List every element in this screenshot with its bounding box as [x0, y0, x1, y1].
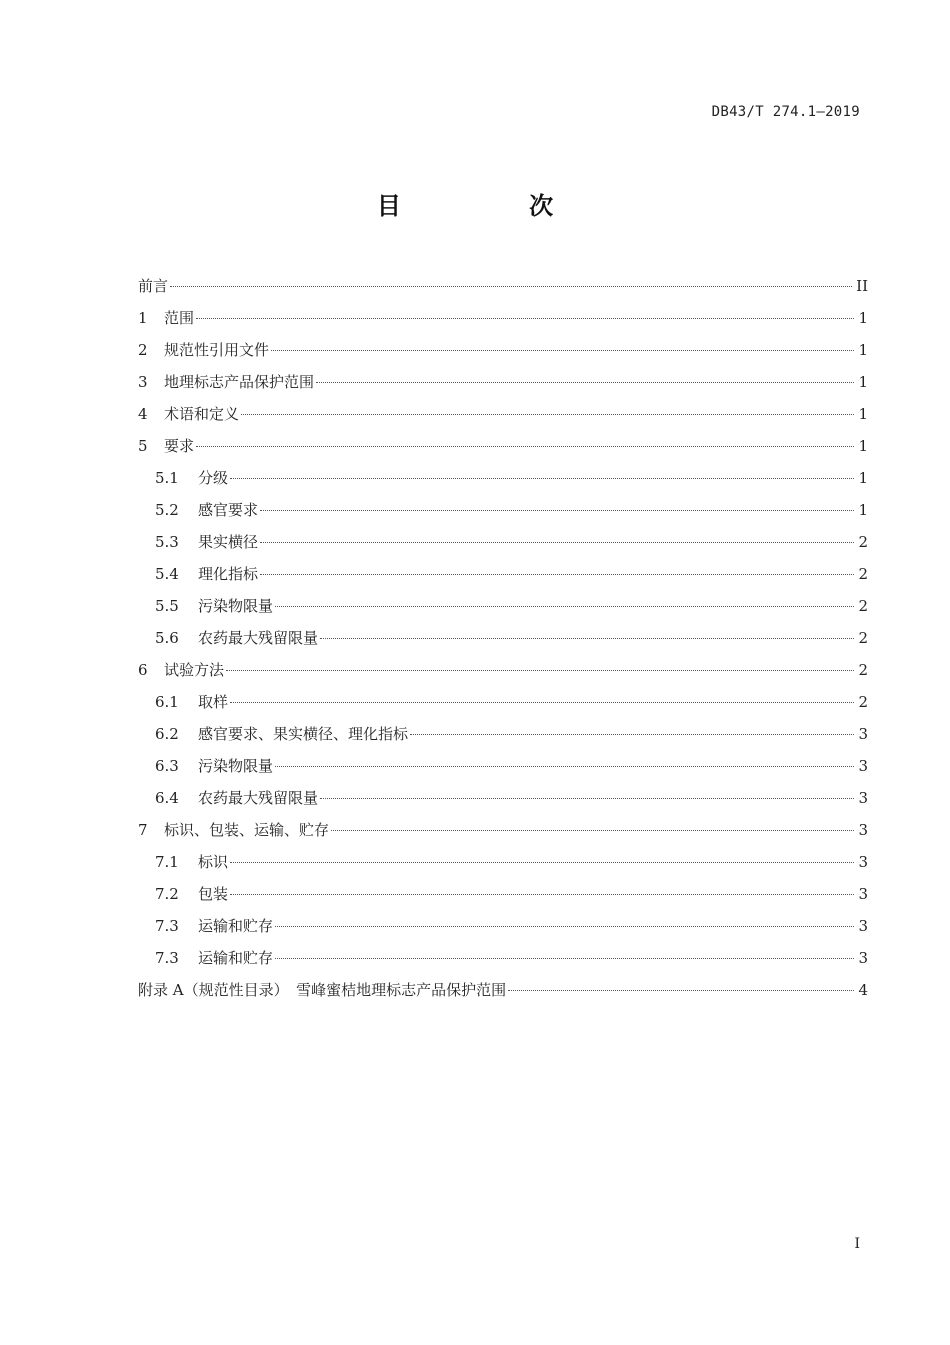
toc-entry-title: 农药最大残留限量 — [198, 629, 319, 647]
toc-leader-dots — [226, 670, 854, 671]
toc-entry-number: 6 — [138, 661, 148, 679]
toc-entry-title: 术语和定义 — [164, 405, 240, 423]
toc-entry-number: 7.2 — [155, 885, 179, 903]
toc-entry-title: 污染物限量 — [198, 757, 274, 775]
toc-entry-number: 5.4 — [155, 565, 179, 583]
toc-entry-title: 要求 — [164, 437, 195, 455]
toc-entry-number: 5.3 — [155, 533, 179, 551]
toc-entry-number: 1 — [138, 309, 148, 327]
toc-leader-dots — [275, 958, 854, 959]
toc-entry-number: 5.5 — [155, 597, 179, 615]
toc-entry-page: 3 — [858, 885, 868, 903]
toc-entry-title: 果实横径 — [198, 533, 259, 551]
toc-leader-dots — [508, 990, 854, 991]
toc-entry-page: 2 — [858, 661, 868, 679]
toc-entry[interactable] — [138, 974, 868, 1006]
toc-entry-title: 规范性引用文件 — [164, 341, 270, 359]
toc-entry[interactable] — [138, 718, 868, 750]
toc-entry-page: 1 — [858, 469, 868, 487]
toc-entry-number: 4 — [138, 405, 148, 423]
toc-leader-dots — [260, 574, 854, 575]
toc-entry-title: 试验方法 — [164, 661, 225, 679]
toc-entry-page: 3 — [858, 949, 868, 967]
toc-entry-number: 6.3 — [155, 757, 179, 775]
toc-entry[interactable] — [138, 270, 868, 302]
toc-entry-page: II — [856, 277, 868, 295]
toc-entry-number: 7.3 — [155, 917, 179, 935]
toc-leader-dots — [260, 510, 854, 511]
toc-entry-page: 2 — [858, 693, 868, 711]
toc-entry[interactable] — [138, 910, 868, 942]
toc-entry-number: 7.1 — [155, 853, 179, 871]
toc-entry-number: 6.4 — [155, 789, 179, 807]
standard-code: DB43/T 274.1—2019 — [711, 104, 860, 120]
toc-entry-title: 分级 — [198, 469, 229, 487]
toc-entry-page: 4 — [858, 981, 868, 999]
toc-entry-number: 2 — [138, 341, 148, 359]
page-title: 目 次 — [376, 192, 614, 220]
toc-leader-dots — [260, 542, 854, 543]
toc-entry-page: 1 — [858, 373, 868, 391]
toc-entry-title: 标识 — [198, 853, 229, 871]
toc-entry-title: 取样 — [198, 693, 229, 711]
toc-leader-dots — [230, 862, 854, 863]
toc-entry-number: 5.2 — [155, 501, 179, 519]
toc-entry-page: 1 — [858, 341, 868, 359]
toc-leader-dots — [331, 830, 854, 831]
toc-leader-dots — [275, 606, 854, 607]
toc-entry-page: 2 — [858, 597, 868, 615]
toc-entry-page: 1 — [858, 405, 868, 423]
toc-entry[interactable] — [138, 942, 868, 974]
toc-entry[interactable] — [138, 366, 868, 398]
toc-entry-page: 1 — [858, 501, 868, 519]
toc-leader-dots — [196, 318, 854, 319]
toc-leader-dots — [320, 798, 854, 799]
toc-entry[interactable] — [138, 334, 868, 366]
toc-entry[interactable] — [138, 750, 868, 782]
toc-entry[interactable] — [138, 590, 868, 622]
toc-entry-page: 3 — [858, 757, 868, 775]
toc-leader-dots — [410, 734, 854, 735]
toc-entry-title: 农药最大残留限量 — [198, 789, 319, 807]
table-of-contents — [138, 270, 868, 1006]
toc-entry-number: 7.3 — [155, 949, 179, 967]
toc-leader-dots — [241, 414, 854, 415]
toc-entry[interactable] — [138, 526, 868, 558]
toc-leader-dots — [320, 638, 854, 639]
toc-entry-title: 理化指标 — [198, 565, 259, 583]
toc-leader-dots — [230, 478, 854, 479]
toc-entry[interactable] — [138, 782, 868, 814]
toc-entry-title: 运输和贮存 — [198, 949, 274, 967]
toc-entry[interactable] — [138, 814, 868, 846]
toc-entry[interactable] — [138, 494, 868, 526]
toc-leader-dots — [271, 350, 854, 351]
toc-entry-page: 3 — [858, 917, 868, 935]
toc-entry[interactable] — [138, 302, 868, 334]
toc-leader-dots — [170, 286, 852, 287]
toc-leader-dots — [230, 894, 854, 895]
toc-entry-page: 3 — [858, 725, 868, 743]
toc-leader-dots — [275, 926, 854, 927]
page-number: I — [854, 1236, 860, 1252]
toc-entry-page: 3 — [858, 821, 868, 839]
toc-entry-number: 6.2 — [155, 725, 179, 743]
toc-entry-number: 7 — [138, 821, 148, 839]
toc-entry-title: 污染物限量 — [198, 597, 274, 615]
toc-entry-page: 3 — [858, 789, 868, 807]
toc-leader-dots — [196, 446, 854, 447]
toc-entry-page: 3 — [858, 853, 868, 871]
toc-entry-number: 6.1 — [155, 693, 179, 711]
toc-entry-title: 运输和贮存 — [198, 917, 274, 935]
toc-entry-number: 3 — [138, 373, 148, 391]
toc-entry-page: 2 — [858, 565, 868, 583]
toc-entry[interactable] — [138, 846, 868, 878]
toc-entry-title: 包装 — [198, 885, 229, 903]
toc-entry-title: 感官要求 — [198, 501, 259, 519]
toc-entry-title: 地理标志产品保护范围 — [164, 373, 315, 391]
toc-entry-title: 感官要求、果实横径、理化指标 — [198, 725, 409, 743]
toc-entry[interactable] — [138, 462, 868, 494]
toc-entry-page: 1 — [858, 309, 868, 327]
toc-entry[interactable] — [138, 558, 868, 590]
toc-entry-page: 2 — [858, 629, 868, 647]
toc-entry-title: 附录 A（规范性目录） 雪峰蜜桔地理标志产品保护范围 — [138, 981, 507, 999]
toc-entry-page: 1 — [858, 437, 868, 455]
toc-leader-dots — [275, 766, 854, 767]
toc-entry-number: 5 — [138, 437, 148, 455]
toc-entry-title: 前言 — [138, 277, 169, 295]
toc-entry-number: 5.6 — [155, 629, 179, 647]
toc-entry[interactable] — [138, 654, 868, 686]
toc-entry[interactable] — [138, 430, 868, 462]
toc-leader-dots — [230, 702, 854, 703]
toc-entry-number: 5.1 — [155, 469, 179, 487]
toc-entry[interactable] — [138, 878, 868, 910]
toc-entry[interactable] — [138, 622, 868, 654]
toc-entry[interactable] — [138, 686, 868, 718]
toc-entry-page: 2 — [858, 533, 868, 551]
toc-entry-title: 范围 — [164, 309, 195, 327]
toc-entry[interactable] — [138, 398, 868, 430]
toc-entry-title: 标识、包装、运输、贮存 — [164, 821, 330, 839]
toc-leader-dots — [316, 382, 854, 383]
